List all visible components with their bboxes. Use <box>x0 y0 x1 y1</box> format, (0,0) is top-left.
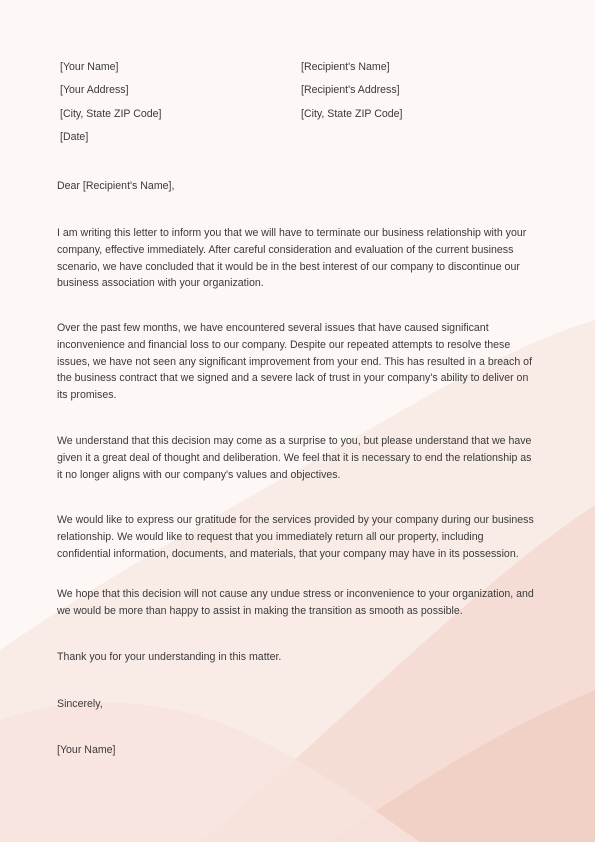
salutation: Dear [Recipient's Name], <box>57 180 175 192</box>
signature-name: [Your Name] <box>57 744 116 756</box>
sender-city-state-zip: [City, State ZIP Code] <box>60 108 162 120</box>
body-paragraph-5: We hope that this decision will not cause any undue stress or inconvenience to your organization, and we would be more than happy to assist in making the transition as smooth as possible. <box>57 588 534 617</box>
letter-date: [Date] <box>60 131 89 143</box>
body-paragraph-2: Over the past few months, we have encountered several issues that have caused significant inconvenience and financial loss to our company. Despite our repeated attempts to resolve these issues, we have not seen any significant improvement from your end. This has resulted in a breach of the business contract that we signed and a severe lack of trust in your company's ability to deliver on its promises. <box>57 322 533 402</box>
recipient-city-state-zip: [City, State ZIP Code] <box>301 108 403 120</box>
body-paragraph-3: We understand that this decision may come as a surprise to you, but please understand that we have given it a great deal of thought and deliberation. We feel that it is necessary to end the relationship as it no longer aligns with our company's values and objectives. <box>57 435 532 481</box>
recipient-address: [Recipient's Address] <box>301 84 400 96</box>
sender-name: [Your Name] <box>60 61 119 73</box>
body-paragraph-6: Thank you for your understanding in this matter. <box>57 651 282 663</box>
body-paragraph-1: I am writing this letter to inform you that we will have to terminate our business relationship with your company, effective immediately. After careful consideration and evaluation of the current business scenario, we have concluded that it would be in the best interest of our company to discontinue our business association with your organization. <box>57 227 527 290</box>
recipient-name: [Recipient's Name] <box>301 61 390 73</box>
sender-address: [Your Address] <box>60 84 129 96</box>
closing: Sincerely, <box>57 698 103 710</box>
body-paragraph-4: We would like to express our gratitude for the services provided by your company during our business relationship. We would like to request that you immediately return all our property, including confidential information, documents, and materials, that your company may have in its possession. <box>57 514 534 560</box>
